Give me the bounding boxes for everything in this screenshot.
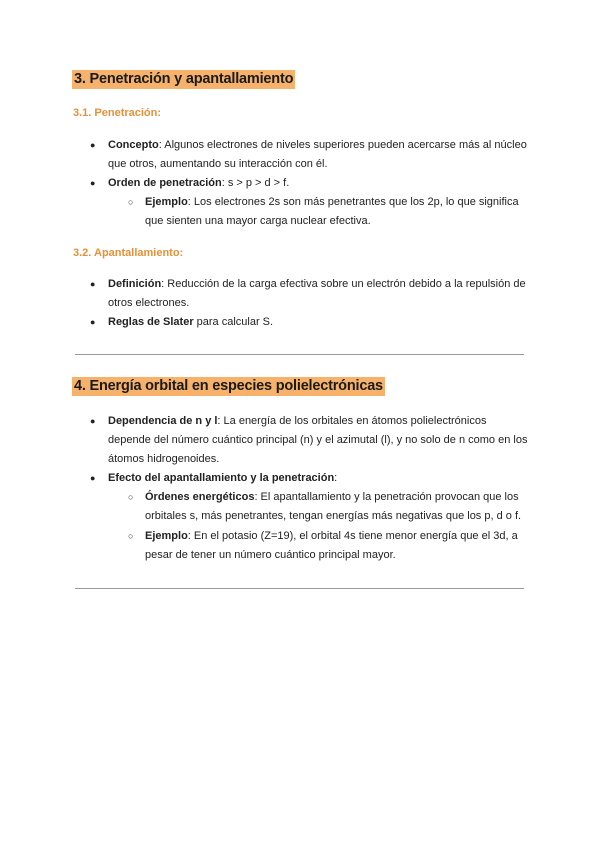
definition: : En el potasio (Z=19), el orbital 4s tiene menor energía que el 3d, a pesar de tener un número cuántico principal mayor. [145,530,518,561]
subsection-3-2-heading: 3.2. Apantallamiento: [73,247,184,259]
list-item-efecto [108,469,528,488]
term: Ejemplo [145,530,188,542]
term: Definición [108,278,162,290]
definition: : Reducción de la carga efectiva sobre un electrón debido a la repulsión de otros electrones. [108,278,526,309]
term: Concepto [108,139,159,151]
sub-list-item-ordenes [145,488,530,526]
list-item-dependencia [108,412,528,469]
definition: para calcular S. [193,316,274,328]
section-divider [75,588,524,589]
bullet-icon: ● [90,178,96,188]
sub-bullet-icon: ○ [128,197,134,207]
bullet-icon: ● [90,317,96,327]
list-item-orden [108,174,528,193]
bullet-icon: ● [90,140,96,150]
bullet-icon: ● [90,416,96,426]
definition: : Algunos electrones de niveles superiores pueden acercarse más al núcleo que otros, aumentando su interacción con él. [108,139,527,170]
sub-list-item-ejemplo [145,193,530,231]
term: Órdenes energéticos [145,491,255,503]
section-4-heading: 4. Energía orbital en especies polielectrónicas [74,378,383,394]
definition: : [334,472,338,484]
list-item-slater [108,313,528,332]
list-item-definicion [108,275,528,313]
list-item-concepto [108,136,528,174]
definition: : Los electrones 2s son más penetrantes que los 2p, lo que significa que sienten una mayor carga nuclear efectiva. [145,196,519,227]
subsection-3-1-heading: 3.1. Penetración: [73,107,162,119]
term: Orden de penetración [108,177,222,189]
sub-bullet-icon: ○ [128,531,134,541]
bullet-icon: ● [90,279,96,289]
term: Efecto del apantallamiento y la penetración [108,472,335,484]
term: Reglas de Slater [108,316,194,328]
term: Ejemplo [145,196,188,208]
term: Dependencia de n y l [108,415,218,427]
bullet-icon: ● [90,473,96,483]
definition: : s > p > d > f. [221,177,290,189]
section-3-heading: 3. Penetración y apantallamiento [74,71,294,87]
section-divider [75,354,524,355]
definition: : La energía de los orbitales en átomos polielectrónicos depende del número cuántico principal (n) y el azimutal (l), y no solo de n como en los átomos hidrogenoides. [108,415,528,465]
definition: : El apantallamiento y la penetración provocan que los orbitales s, más penetrantes, tengan energías más negativas que los p, d o f. [145,491,522,522]
sub-list-item-ejemplo-potasio [145,527,530,565]
sub-bullet-icon: ○ [128,492,134,502]
